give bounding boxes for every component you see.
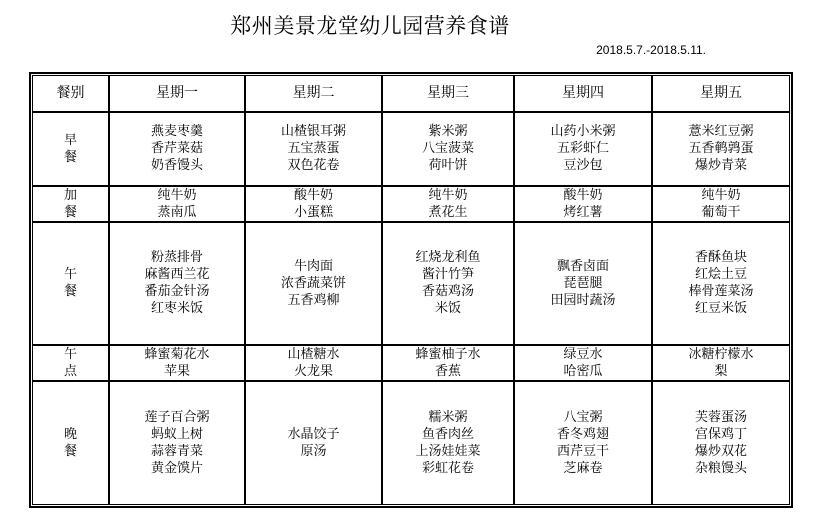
snack-label [32,186,109,222]
dish-item: 杂粮馒头 [694,461,747,476]
afternoon-snack-monday-cell [109,345,245,381]
breakfast-thursday-cell [514,112,652,186]
breakfast-tuesday-cell [245,112,382,186]
dinner-friday-cell [652,381,790,505]
menu-table-frame [29,72,793,508]
dish-item: 酸牛奶 [563,187,603,203]
afternoon-snack-thursday-cell [514,345,652,381]
dish-item: 苹果 [163,363,190,379]
breakfast-row [32,112,790,186]
breakfast-friday-cell [652,112,790,186]
dish-item: 八宝粥 [563,410,603,425]
dish-item: 番茄金针汤 [144,284,210,300]
dish-item: 糯米粥 [428,410,468,425]
header-friday: 星期五 [652,75,790,112]
dish-item: 棒骨莲菜汤 [688,284,754,300]
dish-item: 葡萄干 [701,204,741,220]
dish-item: 上汤娃娃菜 [415,444,481,459]
dish-item: 紫米粥 [428,124,468,140]
dish-item: 冰糖柠檬水 [688,346,754,362]
dish-item: 鱼香肉丝 [421,427,474,442]
afternoon-snack-friday-cell [652,345,790,381]
breakfast-label [32,112,109,186]
dish-item: 纯牛奶 [428,187,468,203]
dish-item: 奶香馒头 [150,158,203,174]
dish-item: 酱汁竹笋 [421,267,474,283]
lunch-tuesday-cell [245,222,382,345]
afternoon-snack-wednesday-cell [382,345,514,381]
dish-item: 薏米红豆粥 [688,124,754,140]
dish-item: 煮花生 [428,204,468,220]
dish-item: 五香鹌鹑蛋 [688,141,754,157]
dinner-tuesday-cell [245,381,382,505]
header-monday: 星期一 [109,75,245,112]
dish-item: 五香鸡柳 [287,292,340,308]
dish-item: 粉蒸排骨 [150,250,203,266]
dish-item: 麻酱西兰花 [144,267,210,283]
dish-item: 豆沙包 [563,158,603,174]
snack-monday-cell [109,186,245,222]
meal-label-char: 餐 [63,149,77,165]
header-wednesday: 星期三 [382,75,514,112]
dish-item: 浓香蔬菜饼 [280,275,346,291]
dish-item: 燕麦枣羹 [150,124,203,140]
lunch-friday-cell [652,222,790,345]
dish-item: 香酥鱼块 [694,250,747,266]
dish-item: 水晶饺子 [287,427,340,442]
dish-item: 香冬鸡翅 [556,427,609,442]
meal-label-char: 餐 [63,444,77,459]
dish-item: 纯牛奶 [157,187,197,203]
header-row [32,75,790,112]
dish-item: 纯牛奶 [701,187,741,203]
breakfast-monday-cell [109,112,245,186]
dish-item: 原汤 [300,444,327,459]
header-tuesday: 星期二 [245,75,382,112]
lunch-wednesday-cell [382,222,514,345]
meal-label-char: 晚 [63,427,77,442]
page-title: 郑州美景龙堂幼儿园营养食谱 [230,14,510,38]
dish-item: 山楂糖水 [287,346,340,362]
dish-item: 红豆米饭 [694,301,747,317]
dish-item: 烤红薯 [563,204,603,220]
dish-item: 梨 [714,363,728,379]
meal-label-char: 餐 [63,284,77,300]
dish-item: 莲子百合粥 [144,410,210,425]
header-meal-type: 餐别 [32,75,109,112]
dinner-thursday-cell [514,381,652,505]
dish-item: 彩虹花卷 [421,461,474,476]
date-range: 2018.5.7.-2018.5.11. [596,43,706,57]
lunch-row [32,222,790,345]
dish-item: 山楂银耳粥 [280,124,346,140]
dish-item: 宫保鸡丁 [694,427,747,442]
meal-label-char: 餐 [63,204,77,220]
breakfast-wednesday-cell [382,112,514,186]
dish-item: 双色花卷 [287,158,340,174]
snack-wednesday-cell [382,186,514,222]
dinner-row [32,381,790,505]
lunch-label [32,222,109,345]
dish-item: 芙蓉蛋汤 [694,410,747,425]
dish-item: 牛肉面 [293,258,333,274]
dish-item: 香菇鸡汤 [421,284,474,300]
dish-item: 飘香卤面 [556,258,609,274]
dish-item: 酸牛奶 [293,187,333,203]
afternoon-snack-row [32,345,790,381]
dish-item: 芝麻卷 [563,461,603,476]
dish-item: 琵琶腿 [563,275,603,291]
dish-item: 黄金馍片 [150,461,203,476]
dish-item: 八宝菠菜 [421,141,474,157]
afternoon-snack-label [32,345,109,381]
meal-label-char: 点 [63,363,77,379]
dish-item: 爆炒双花 [694,444,747,459]
dish-item: 蒸南瓜 [157,204,197,220]
meal-label-char: 午 [63,267,77,283]
dish-item: 香蕉 [434,363,461,379]
meal-label-char: 早 [63,132,77,148]
dish-item: 小蛋糕 [293,204,333,220]
snack-tuesday-cell [245,186,382,222]
dish-item: 红枣米饭 [150,301,203,317]
lunch-thursday-cell [514,222,652,345]
dish-item: 荷叶饼 [428,158,468,174]
dish-item: 哈密瓜 [563,363,603,379]
dish-item: 香芹菜菇 [150,141,203,157]
dish-item: 蒜蓉青菜 [150,444,203,459]
dish-item: 五宝蒸蛋 [287,141,340,157]
lunch-monday-cell [109,222,245,345]
dish-item: 蜂蜜柚子水 [415,346,481,362]
dish-item: 火龙果 [293,363,333,379]
header-thursday: 星期四 [514,75,652,112]
snack-row [32,186,790,222]
dish-item: 绿豆水 [563,346,603,362]
meal-label-char: 午 [63,346,77,362]
dinner-wednesday-cell [382,381,514,505]
dinner-label [32,381,109,505]
meal-label-char: 加 [63,187,77,203]
dish-item: 蜂蜜菊花水 [144,346,210,362]
dish-item: 爆炒青菜 [694,158,747,174]
dinner-monday-cell [109,381,245,505]
dish-item: 米饭 [434,301,461,317]
dish-item: 山药小米粥 [550,124,616,140]
afternoon-snack-tuesday-cell [245,345,382,381]
dish-item: 红烧龙利鱼 [415,250,481,266]
dish-item: 五彩虾仁 [556,141,609,157]
dish-item: 红烩土豆 [694,267,747,283]
dish-item: 田园时蔬汤 [550,292,616,308]
menu-table [32,75,790,505]
snack-friday-cell [652,186,790,222]
dish-item: 西芹豆干 [556,444,609,459]
dish-item: 蚂蚁上树 [150,427,203,442]
snack-thursday-cell [514,186,652,222]
